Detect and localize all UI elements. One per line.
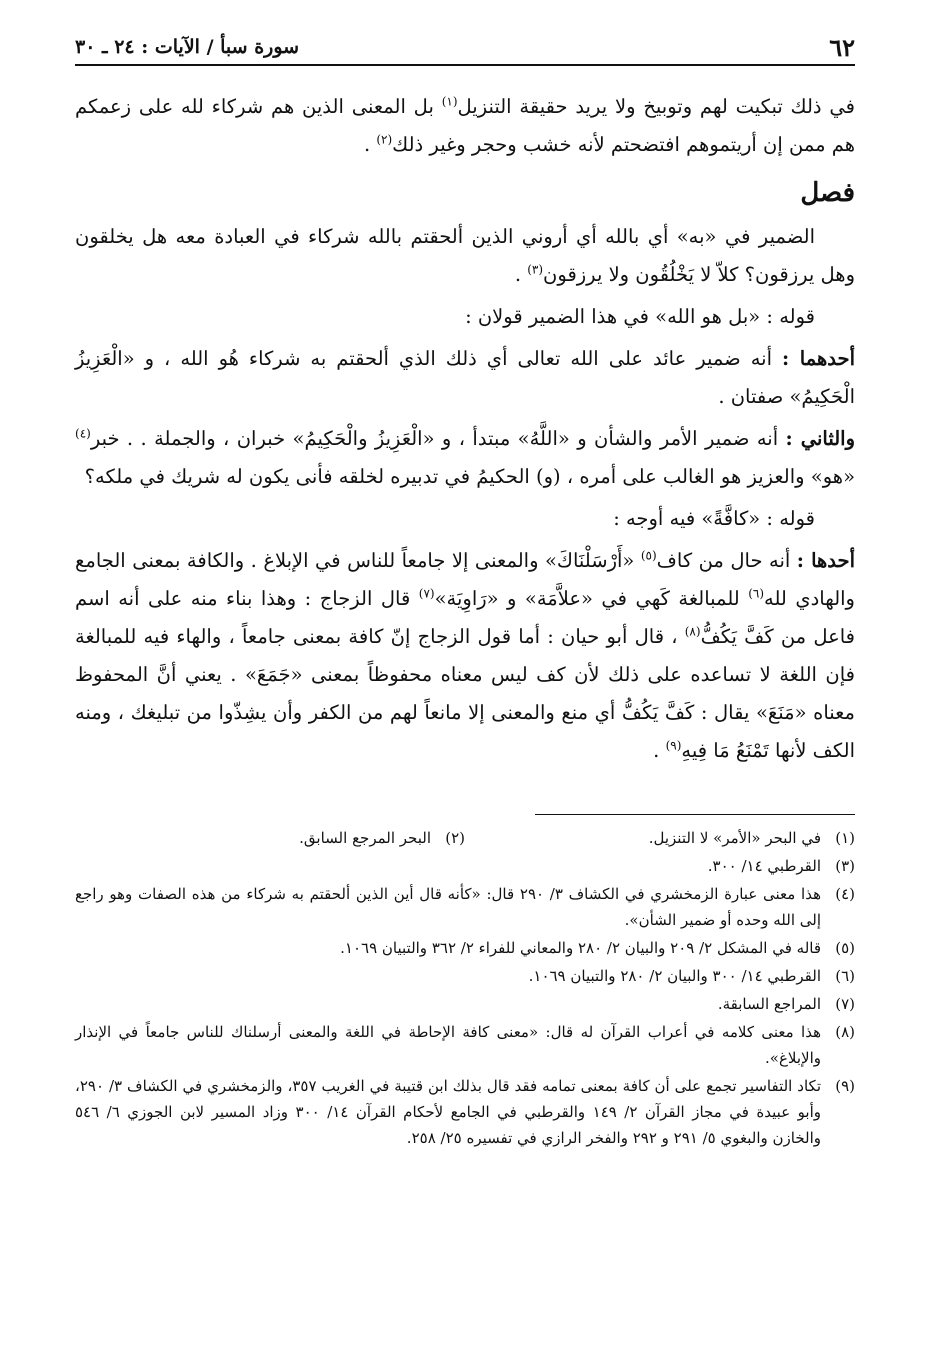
footnote-ref[interactable]: (٩): [665, 738, 682, 753]
footnote-text: قاله في المشكل ٢/ ٢٠٩ والبيان ٢/ ٢٨٠ والمعاني للفراء ٢/ ٣٦٢ والتبيان ١٠٦٩.: [340, 939, 821, 957]
footnote-item: [75, 963, 855, 989]
section-title: فصل: [800, 178, 855, 208]
footnote-text: هذا معنى عبارة الزمخشري في الكشاف ٣/ ٢٩٠ قال: «كأنه قال أين الذين ألحقتم به شركاء من هذه الصفات وهو راجع إلى الله وحده أو ضمير الشأن».: [75, 885, 821, 929]
footnote-ref[interactable]: (٤): [75, 426, 91, 441]
surah-title: سورة سبأ / الآيات : ٢٤ ـ ٣٠: [75, 36, 300, 58]
footnote-text: تكاد التفاسير تجمع على أن كافة بمعنى تمامه فقد قال بذلك ابن قتيبة في الغريب ٣٥٧، والزمخشري في الكشاف ٣/ ٢٩٠، وأبو عبيدة في مجاز القرآن ٢/ ١٤٩ والقرطبي في الجامع لأحكام القرآن ١٤/ ٣٠٠ وزاد المسير لابن الجوزي ٦/ ٥٤٦ والخازن والبغوي ٥/ ٢٩١ و ٢٩٢ والفخر الرازي في تفسيره ٢٥/ ٢٥٨.: [75, 1077, 822, 1147]
footnote-item: [75, 935, 855, 961]
paragraph: الضمير في «به» أي بالله أي أروني الذين ألحقتم بالله شركاء في العبادة معه هل يخلقون وهل يرزقون؟ كلاّ لا يَخْلُقُون ولا يرزقون$^{(٣)}$ .: [75, 225, 855, 286]
paragraph-lead: أحدها :: [796, 549, 855, 572]
footnote-number: (٣): [835, 857, 855, 875]
paragraph: والثاني : أنه ضمير الأمر والشأن و «اللَّهُ» مبتدأ ، و «الْعَزِيزُ والْحَكِيمُ» خبران ، والجملة . . خبر$^{(٤)}$ «هو» والعزيز هو الغالب على أمره ، (و) الحكيمُ في تدبيره لخلقه فأنى يكون له شريك في ملكه؟: [75, 426, 855, 488]
footnote-text: في البحر «الأمر» لا التنزيل.: [648, 829, 821, 847]
paragraph-lead: والثاني :: [785, 427, 855, 450]
footnote-ref[interactable]: (٣): [527, 262, 544, 277]
footnote-number: (٤): [835, 885, 855, 903]
footnote-text: القرطبي ١٤/ ٣٠٠ والبيان ٢/ ٢٨٠ والتبيان ١٠٦٩.: [528, 967, 821, 985]
page-number: ٦٢: [829, 32, 855, 62]
footnote-number: (٢): [445, 829, 465, 847]
footnote-text: هذا معنى كلامه في أعراب القرآن له قال: «معنى كافة الإحاطة في اللغة والمعنى أرسلناك للناس جامعاً في الإنذار والإبلاغ».: [75, 1023, 821, 1067]
page-header: [75, 30, 855, 66]
footnote-ref[interactable]: (٦): [748, 586, 765, 601]
footnote-text: البحر المرجع السابق.: [299, 829, 431, 847]
footnote-number: (٧): [835, 995, 855, 1013]
footnote-row: [75, 825, 855, 853]
footnote-number: (٩): [835, 1077, 855, 1095]
footnote-ref[interactable]: (٧): [418, 586, 435, 601]
footnote-item: [75, 991, 855, 1017]
footnotes: [75, 825, 855, 1151]
footnote-ref[interactable]: (١): [441, 94, 458, 109]
paragraph: أحدها : أنه حال من كاف$^{(٥)}$ «أَرْسَلْنَاكَ» والمعنى إلا جامعاً للناس في الإبلاغ . والكافة بمعنى الجامع والهادي لله$^{(٦)}$ للمبالغة كَهي في «علاَّمَة» و «رَاوِيَة»$^{(٧)}$ قال الزجاج : وهذا بناء منه على أنه اسم فاعل من كَفَّ يَكُفُّ$^{(٨)}$ ، قال أبو حيان : أما قول الزجاج إنّ كافة بمعنى جامعاً ، والهاء فيه للمبالغة فإن اللغة لا تساعده على ذلك لأن كف ليس معناه محفوظاً بمعنى «جَمَعَ» . يعني أنَّ المحفوظ معناه «مَنَعَ» يقال : كَفَّ يَكُفُّ أي منع والمعنى إلا مانعاً لهم من الكفر وأن يشِذّوا من تبليغك ، ومنه الكف لأنها تَمْنَعُ مَا فِيهِ$^{(٩)}$ .: [75, 548, 855, 762]
paragraph: قوله : «كافَّةً» فيه أوجه :: [613, 507, 815, 530]
paragraph-lead: أحدهما :: [782, 347, 855, 370]
footnote-item: [75, 825, 465, 851]
footnote-ref[interactable]: (٨): [684, 624, 701, 639]
paragraph: أحدهما : أنه ضمير عائد على الله تعالى أي ذلك الذي ألحقتم به شركاء هُو الله ، و «الْعَزِيزُ الْحَكِيمُ» صفتان .: [75, 347, 855, 408]
footnote-item: [465, 825, 855, 851]
footnote-number: (١): [835, 829, 855, 847]
footnote-divider: [535, 814, 855, 815]
footnote-item: [75, 1073, 855, 1151]
document-page: [75, 30, 855, 1340]
intro-paragraph: في ذلك تبكيت لهم وتوبيخ ولا يريد حقيقة التنزيل$^{(١)}$ بل المعنى الذين هم شركاء لله على زعمكم هم ممن إن أريتموهم افتضحتم لأنه خشب وحجر وغير ذلك$^{(٢)}$ .: [75, 94, 855, 156]
footnote-number: (٦): [835, 967, 855, 985]
footnote-text: المراجع السابقة.: [717, 995, 821, 1013]
footnote-item: [75, 853, 855, 879]
footnote-ref[interactable]: (٢): [376, 132, 393, 147]
footnote-number: (٥): [835, 939, 855, 957]
footnote-item: [75, 1019, 855, 1071]
footnote-text: القرطبي ١٤/ ٣٠٠.: [707, 857, 821, 875]
main-text: [75, 88, 855, 770]
paragraph: قوله : «بل هو الله» في هذا الضمير قولان :: [465, 305, 815, 328]
footnote-item: [75, 881, 855, 933]
footnote-number: (٨): [835, 1023, 855, 1041]
footnote-ref[interactable]: (٥): [640, 548, 657, 563]
